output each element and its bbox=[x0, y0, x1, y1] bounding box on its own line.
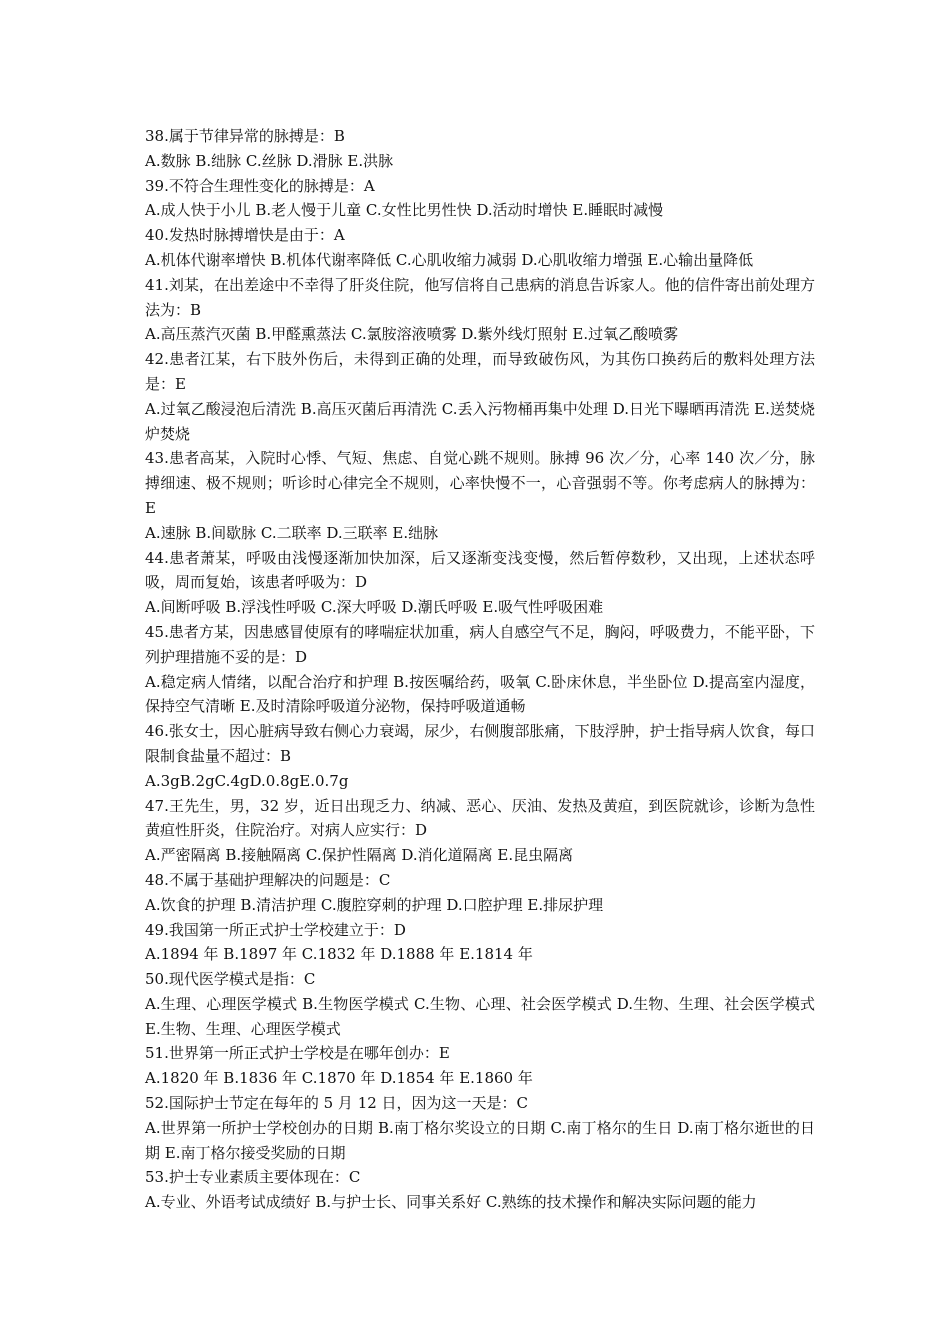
question-48: 48.不属于基础护理解决的问题是：C bbox=[145, 870, 391, 889]
options-51: A.1820 年 B.1836 年 C.1870 年 D.1854 年 E.1860 年 bbox=[145, 1069, 533, 1088]
options-50: A.生理、心理医学模式 B.生物医学模式 C.生物、心理、社会医学模式 D.生物、生理、社会医学模式 E.生物、生理、心理医学模式 bbox=[145, 994, 815, 1038]
options-53: A.专业、外语考试成绩好 B.与护士长、同事关系好 C.熟练的技术操作和解决实际问题的能力 bbox=[145, 1193, 757, 1212]
question-52: 52.国际护士节定在每年的 5 月 12 日，因为这一天是：C bbox=[145, 1094, 529, 1113]
options-40: A.机体代谢率增快 B.机体代谢率降低 C.心肌收缩力减弱 D.心肌收缩力增强 E.心输出量降低 bbox=[145, 250, 754, 269]
options-46: A.3gB.2gC.4gD.0.8gE.0.7g bbox=[145, 771, 349, 790]
question-51: 51.世界第一所正式护士学校是在哪年创办：E bbox=[145, 1044, 450, 1063]
question-40: 40.发热时脉搏增快是由于：A bbox=[145, 226, 345, 245]
question-49: 49.我国第一所正式护士学校建立于：D bbox=[145, 920, 406, 939]
options-39: A.成人快于小儿 B.老人慢于儿童 C.女性比男性快 D.活动时增快 E.睡眠时减慢 bbox=[145, 201, 664, 220]
options-43: A.速脉 B.间歇脉 C.二联率 D.三联率 E.绌脉 bbox=[145, 523, 439, 542]
options-49: A.1894 年 B.1897 年 C.1832 年 D.1888 年 E.1814 年 bbox=[145, 945, 533, 964]
document-page bbox=[145, 124, 815, 1215]
options-45: A.稳定病人情绪，以配合治疗和护理 B.按医嘱给药，吸氧 C.卧床休息，半坐卧位 D.提高室内湿度，保持空气清晰 E.及时清除呼吸道分泌物，保持呼吸道通畅 bbox=[145, 672, 815, 716]
question-47: 47.王先生，男，32 岁，近日出现乏力、纳减、恶心、厌油、发热及黄疸，到医院就诊，诊断为急性黄疸性肝炎，住院治疗。对病人应实行：D bbox=[145, 796, 815, 840]
question-38: 38.属于节律异常的脉搏是：B bbox=[145, 127, 345, 145]
options-47: A.严密隔离 B.接触隔离 C.保护性隔离 D.消化道隔离 E.昆虫隔离 bbox=[145, 846, 574, 865]
question-53: 53.护士专业素质主要体现在：C bbox=[145, 1168, 361, 1187]
question-45: 45.患者方某，因患感冒使原有的哮喘症状加重，病人自感空气不足，胸闷，呼吸费力，不能平卧，下列护理措施不妥的是：D bbox=[145, 622, 815, 666]
question-43: 43.患者高某，入院时心悸、气短、焦虑、自觉心跳不规则。脉搏 96 次／分，心率 140 次／分，脉搏细速、极不规则；听诊时心律完全不规则，心率快慢不一，心音强弱不等。你考虑病人的脉搏为：E bbox=[145, 449, 815, 517]
question-50: 50.现代医学模式是指：C bbox=[145, 970, 316, 989]
options-38: A.数脉 B.绌脉 C.丝脉 D.滑脉 E.洪脉 bbox=[145, 151, 394, 170]
question-46: 46.张女士，因心脏病导致右侧心力衰竭，尿少，右侧腹部胀痛，下肢浮肿，护士指导病人饮食，每口限制食盐量不超过：B bbox=[145, 722, 815, 765]
options-52: A.世界第一所护士学校创办的日期 B.南丁格尔奖设立的日期 C.南丁格尔的生日 D.南丁格尔逝世的日期 E.南丁格尔接受奖励的日期 bbox=[145, 1118, 815, 1162]
options-48: A.饮食的护理 B.清洁护理 C.腹腔穿刺的护理 D.口腔护理 E.排尿护理 bbox=[145, 895, 604, 914]
options-41: A.高压蒸汽灭菌 B.甲醛熏蒸法 C.氯胺溶液喷雾 D.紫外线灯照射 E.过氧乙酸喷雾 bbox=[145, 325, 679, 344]
question-41: 41.刘某，在出差途中不幸得了肝炎住院，他写信将自己患病的消息告诉家人。他的信件寄出前处理方法为：B bbox=[145, 275, 815, 319]
question-44: 44.患者萧某，呼吸由浅慢逐渐加快加深，后又逐渐变浅变慢，然后暂停数秒，又出现，上述状态呼吸，周而复始，该患者呼吸为：D bbox=[145, 548, 815, 592]
options-42: A.过氧乙酸浸泡后清洗 B.高压灭菌后再清洗 C.丢入污物桶再集中处理 D.日光下曝晒再清洗 E.送焚烧炉焚烧 bbox=[145, 399, 815, 443]
question-39: 39.不符合生理性变化的脉搏是：A bbox=[145, 176, 375, 195]
options-44: A.间断呼吸 B.浮浅性呼吸 C.深大呼吸 D.潮氏呼吸 E.吸气性呼吸困难 bbox=[145, 598, 604, 617]
question-42: 42.患者江某，右下肢外伤后，未得到正确的处理，而导致破伤风，为其伤口换药后的敷料处理方法是：E bbox=[145, 350, 815, 393]
